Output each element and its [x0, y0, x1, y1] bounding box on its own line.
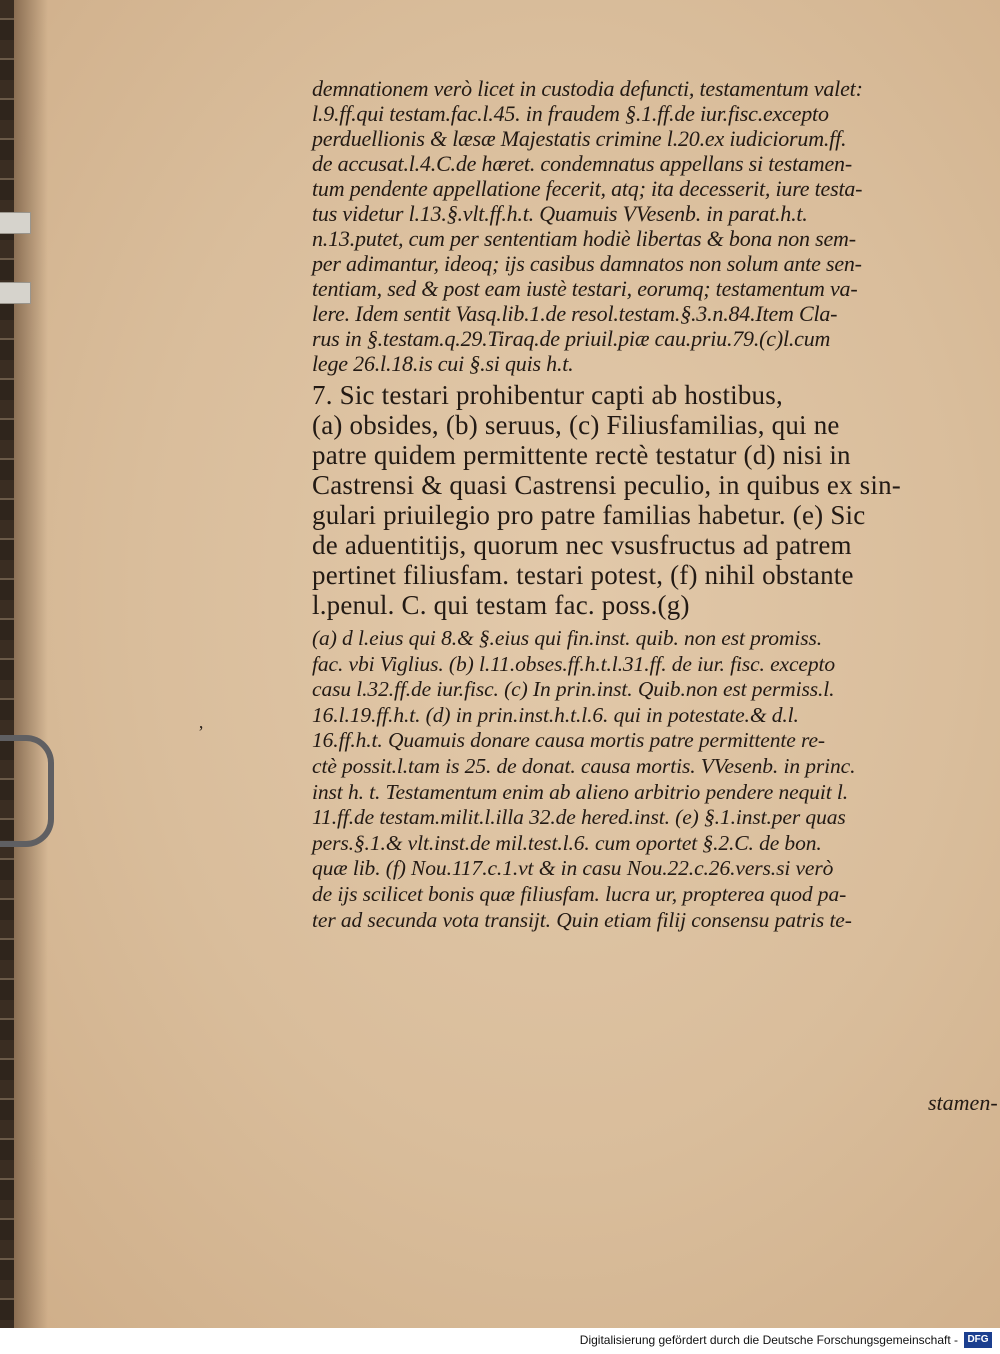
text-line: tus videtur l.13.§.vlt.ff.h.t. Quamuis VVesenb. in parat.h.t. [312, 201, 808, 226]
text-line: perduellionis & læsæ Majestatis crimine l.20.ex iudiciorum.ff. [312, 126, 847, 151]
ink-mark: ‚ [198, 712, 204, 732]
footnote-line: de ijs scilicet bonis quæ filiusfam. lucra ur, propterea quod pa- [312, 881, 847, 906]
page-tab [0, 212, 31, 234]
footnote-line: (a) d l.eius qui 8.& §.eius qui fin.inst. quib. non est promiss. [312, 626, 822, 650]
footer-credit: Digitalisierung gefördert durch die Deutsche Forschungsgemeinschaft - [579, 1333, 958, 1347]
top-paragraph [312, 76, 972, 376]
text-line: lege 26.l.18.is cui §.si quis h.t. [312, 351, 574, 376]
text-line: per adimantur, ideoq; ijs casibus damnatos non solum ante sen- [312, 251, 862, 276]
text-line: pertinet filiusfam. testari potest, (f) nihil obstante [312, 560, 854, 590]
footnote-line: 16.ff.h.t. Quamuis donare causa mortis patre permittente re- [312, 728, 825, 753]
footnote-line: inst h. t. Testamentum enim ab alieno arbitrio pendere nequit l. [312, 779, 849, 804]
page-gutter-shadow [14, 0, 48, 1328]
text-line: gulari priuilegio pro patre familias habetur. (e) Sic [312, 500, 866, 530]
footnote-line: 16.l.19.ff.h.t. (d) in prin.inst.h.t.l.6. qui in potestate.& d.l. [312, 702, 799, 727]
footnote-line: pers.§.1.& vlt.inst.de mil.test.l.6. cum oportet §.2.C. de bon. [312, 830, 822, 855]
footnote-line: ctè possit.l.tam is 25. de donat. causa mortis. VVesenb. in princ. [312, 753, 856, 778]
text-line: tum pendente appellatione fecerit, atq; ita decesserit, iure testa- [312, 176, 863, 201]
dfg-logo: DFG [964, 1332, 992, 1348]
footnote-line: 11.ff.de testam.milit.l.illa 32.de hered.inst. (e) §.1.inst.per quas [312, 805, 846, 830]
text-line: n.13.putet, cum per sententiam hodiè libertas & bona non sem- [312, 226, 856, 251]
text-line: l.9.ff.qui testam.fac.l.45. in fraudem §.1.ff.de iur.fisc.excepto [312, 101, 829, 126]
text-line: de accusat.l.4.C.de hæret. condemnatus appellans si testamen- [312, 151, 852, 176]
footnote-line: fac. vbi Viglius. (b) l.11.obses.ff.h.t.l.31.ff. de iur. fisc. excepto [312, 651, 836, 676]
text-line: (a) obsides, (b) seruus, (c) Filiusfamilias, qui ne [312, 410, 840, 440]
text-line: rus in §.testam.q.29.Tiraq.de priuil.piæ cau.priu.79.(c)l.cum [312, 326, 831, 351]
page-text [312, 76, 972, 933]
paper-clip [0, 735, 54, 847]
text-line: de aduentitijs, quorum nec vsusfructus ad patrem [312, 530, 852, 560]
text-line: lere. Idem sentit Vasq.lib.1.de resol.testam.§.3.n.84.Item Cla- [312, 301, 838, 326]
footnote-line: quæ lib. (f) Nou.117.c.1.vt & in casu Nou.22.c.26.vers.si verò [312, 856, 834, 881]
text-line: demnationem verò licet in custodia defuncti, testamentum valet: [312, 76, 863, 101]
footnote-line: casu l.32.ff.de iur.fisc. (c) In prin.inst. Quib.non est permiss.l. [312, 677, 835, 702]
catchword: stamen- [928, 1090, 998, 1115]
footer-bar [0, 1328, 1000, 1354]
main-paragraph [312, 380, 972, 620]
book-binding [0, 0, 14, 1328]
page-tab [0, 282, 31, 304]
footnotes [312, 626, 972, 933]
text-line: patre quidem permittente rectè testatur (d) nisi in [312, 440, 851, 470]
text-line: l.penul. C. qui testam fac. poss.(g) [312, 590, 690, 620]
text-line: Castrensi & quasi Castrensi peculio, in quibus ex sin- [312, 470, 901, 500]
footnote-line: ter ad secunda vota transijt. Quin etiam filij consensu patris te- [312, 907, 852, 932]
text-line: 7. Sic testari prohibentur capti ab hostibus, [312, 380, 783, 410]
text-line: tentiam, sed & post eam iustè testari, eorumq; testamentum va- [312, 276, 858, 301]
